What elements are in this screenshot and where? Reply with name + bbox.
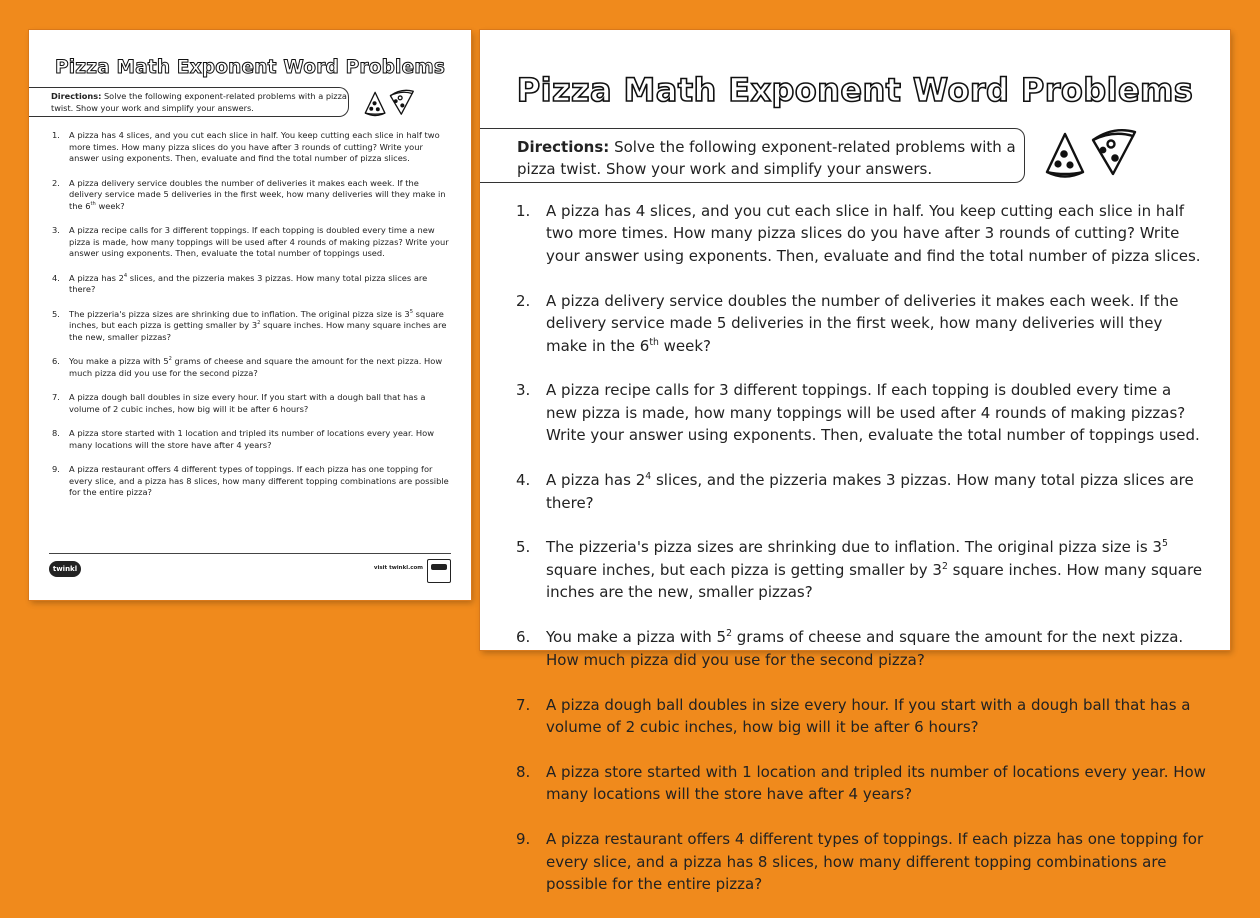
exponent: 4 xyxy=(123,272,128,279)
problem-text xyxy=(69,392,452,415)
problem-number: 5. xyxy=(52,308,60,319)
problem-text-segment: A pizza recipe calls for 3 different toppings. If each topping is doubled every time a new pizza is made, how many toppings will be used after 4 rounds of making pizzas? Write your answer using exponents. Then, evaluate the total number of toppings used. xyxy=(546,381,1200,445)
problem-text-segment: A pizza store started with 1 location and tripled its number of locations every year. How many locations will the store have after 4 years? xyxy=(546,762,1206,804)
problem-text xyxy=(69,178,452,213)
problem-text-segment: A pizza delivery service doubles the number of deliveries it makes each week. If the delivery service made 5 deliveries in the first week, how many deliveries will they make in the xyxy=(69,177,446,211)
exponent: th xyxy=(649,336,659,348)
problem-text xyxy=(69,356,452,379)
problem-item xyxy=(516,469,1206,514)
problem-item xyxy=(52,130,452,165)
problem-number: 4. xyxy=(52,272,60,283)
directions-label: Directions: xyxy=(51,91,102,101)
problem-text-segment: square inches. How many square inches are the new, smaller pizzas? xyxy=(546,560,1203,602)
pizza-slice-icon xyxy=(1093,130,1135,174)
problem-text xyxy=(69,225,452,260)
problem-item xyxy=(52,428,452,451)
problem-text-segment: A pizza has 4 slices, and you cut each slice in half. You keep cutting each slice in half two more times. How many pizza slices do you have after 3 rounds of cutting? Write your answer using exponents. Then, evaluate and find the total number of pizza slices. xyxy=(546,202,1201,265)
page-title: Pizza Math Exponent Word Problems xyxy=(54,57,446,78)
problem-number: 5. xyxy=(516,538,531,557)
problem-number: 1. xyxy=(52,130,60,140)
problem-text xyxy=(69,464,452,499)
exponent: 2 xyxy=(726,628,732,640)
problem-item xyxy=(516,761,1206,806)
problem-text xyxy=(546,694,1206,739)
problem-text-segment: A pizza dough ball doubles in size every hour. If you start with a dough ball that has a volume of 2 cubic inches, how big will it be after 6 hours? xyxy=(546,695,1191,736)
problem-text-segment: A pizza recipe calls for 3 different toppings. If each topping is doubled every time a new pizza is made, how many toppings will be used after 4 rounds of making pizzas? Write your answer using exponents. Then, evaluate the total number of toppings used. xyxy=(69,225,449,258)
problem-number: 9. xyxy=(52,464,60,474)
problem-text-segment: week? xyxy=(95,200,125,211)
problem-text-segment: grams of cheese and square the amount for the next pizza. How much pizza did you use for the second pizza? xyxy=(546,628,1184,669)
problem-text xyxy=(546,626,1206,671)
problem-text-segment: A pizza has 2 xyxy=(546,471,646,490)
pizza-slice-icon xyxy=(365,92,385,115)
problem-text xyxy=(546,290,1206,357)
problem-text xyxy=(69,130,452,165)
problem-item xyxy=(52,225,452,260)
problem-number: 6. xyxy=(52,356,60,366)
problem-text-segment: square inches. How many square inches are the new, smaller pizzas? xyxy=(69,320,447,342)
problem-number: 1. xyxy=(516,202,531,220)
problem-text-segment: A pizza restaurant offers 4 different types of toppings. If each pizza has one topping for every slice, and a pizza has 8 slices, how many different topping combinations are possible for the entire pizza? xyxy=(546,830,1204,893)
problem-text-segment: You make a pizza with 5 xyxy=(546,628,727,647)
footer-url: visit twinkl.com xyxy=(373,565,423,571)
exponent: 5 xyxy=(409,308,413,315)
problem-text xyxy=(69,309,452,344)
problem-text-segment: square inches, but each pizza is getting smaller by 3 xyxy=(69,308,444,330)
problem-item xyxy=(52,464,452,499)
problem-number: 6. xyxy=(516,628,531,647)
problem-text-segment: slices, and the pizzeria makes 3 pizzas. How many total pizza slices are there? xyxy=(546,471,1194,512)
problem-list xyxy=(52,130,452,512)
problem-text-segment: A pizza restaurant offers 4 different types of toppings. If each pizza has one topping for every slice, and a pizza has 8 slices, how many different topping combinations are possible for the entire pizza? xyxy=(69,464,449,497)
problem-text-segment: The pizzeria's pizza sizes are shrinking due to inflation. The original pizza size is 3 xyxy=(69,308,410,319)
problem-text xyxy=(546,469,1206,514)
problem-text-segment: week? xyxy=(658,336,712,355)
problem-text-segment: A pizza delivery service doubles the number of deliveries it makes each week. If the delivery service made 5 deliveries in the first week, how many deliveries will they make in the xyxy=(546,291,1179,355)
problem-item xyxy=(52,178,452,213)
problem-text-segment: A pizza dough ball doubles in size every hour. If you start with a dough ball that has a volume of 2 cubic inches, how big will it be after 6 hours? xyxy=(69,392,426,414)
problem-number: 9. xyxy=(516,830,531,849)
pizza-icons xyxy=(362,88,416,118)
twinkl-logo: twinkl xyxy=(49,561,81,577)
problem-text xyxy=(546,828,1206,895)
page-title: Pizza Math Exponent Word Problems xyxy=(516,71,1194,109)
problem-item xyxy=(52,392,452,415)
problem-text-segment: You make a pizza with 5 xyxy=(69,356,169,366)
problem-text xyxy=(546,761,1206,806)
exponent: th xyxy=(90,200,96,207)
exponent: 5 xyxy=(1161,538,1168,550)
exponent: 2 xyxy=(941,560,948,572)
footer xyxy=(49,553,451,584)
problem-text-segment: 6 xyxy=(639,336,650,355)
directions-text: Solve the following exponent-related problems with a pizza twist. Show your work and simplify your answers. xyxy=(517,138,1016,178)
problem-number: 7. xyxy=(52,392,60,402)
thumbnail-worksheet-page xyxy=(29,30,471,600)
directions-box xyxy=(480,128,1025,183)
exponent: 2 xyxy=(168,356,172,363)
problem-item xyxy=(52,356,452,379)
problem-text-segment: slices, and the pizzeria makes 3 pizzas. How many total pizza slices are there? xyxy=(69,272,428,294)
problem-number: 3. xyxy=(52,225,60,235)
problem-text-segment: A pizza has 2 xyxy=(69,272,124,283)
problem-number: 2. xyxy=(516,291,531,310)
problem-number: 8. xyxy=(516,762,531,781)
problem-text xyxy=(546,379,1206,446)
problem-item xyxy=(516,290,1206,357)
problem-text-segment: grams of cheese and square the amount for the next pizza. How much pizza did you use for the second pizza? xyxy=(69,356,443,378)
directions-text: Solve the following exponent-related problems with a pizza twist. Show your work and simplify your answers. xyxy=(51,91,347,113)
pizza-slice-icon xyxy=(1047,134,1083,177)
problem-item xyxy=(516,694,1206,739)
badge-icon xyxy=(427,559,451,583)
problem-text-segment: The pizzeria's pizza sizes are shrinking due to inflation. The original pizza size is 3 xyxy=(546,538,1162,557)
problem-number: 8. xyxy=(52,428,60,438)
exponent: 4 xyxy=(645,471,652,483)
directions-box xyxy=(29,87,349,117)
main-worksheet-page xyxy=(480,30,1230,893)
problem-item xyxy=(52,273,452,296)
problem-text xyxy=(546,200,1206,267)
problem-item xyxy=(516,626,1206,671)
exponent: 2 xyxy=(257,320,261,327)
problem-text-segment: A pizza store started with 1 location and tripled its number of locations every year. How many locations will the store have after 4 years? xyxy=(69,428,435,450)
problem-item xyxy=(516,379,1206,446)
problem-number: 3. xyxy=(516,381,531,400)
problem-item xyxy=(516,536,1206,603)
problem-text-segment: A pizza has 4 slices, and you cut each slice in half. You keep cutting each slice in half two more times. How many pizza slices do you have after 3 rounds of cutting? Write your answer using exponents. Then, evaluate and find the total number of pizza slices. xyxy=(69,130,440,163)
problem-item xyxy=(516,828,1206,895)
problem-number: 7. xyxy=(516,695,531,714)
problem-text xyxy=(69,273,452,296)
problem-text-segment: 6 xyxy=(85,200,91,211)
problem-list xyxy=(516,200,1206,918)
problem-text xyxy=(69,428,452,451)
directions-label: Directions: xyxy=(517,138,610,156)
problem-item xyxy=(516,200,1206,267)
problem-text-segment: square inches, but each pizza is getting smaller by 3 xyxy=(546,560,942,579)
problem-text xyxy=(546,536,1206,603)
problem-number: 4. xyxy=(516,471,531,490)
pizza-slice-icon xyxy=(390,90,413,114)
problem-number: 2. xyxy=(52,177,60,188)
pizza-icons xyxy=(1043,126,1138,181)
problem-item xyxy=(52,309,452,344)
